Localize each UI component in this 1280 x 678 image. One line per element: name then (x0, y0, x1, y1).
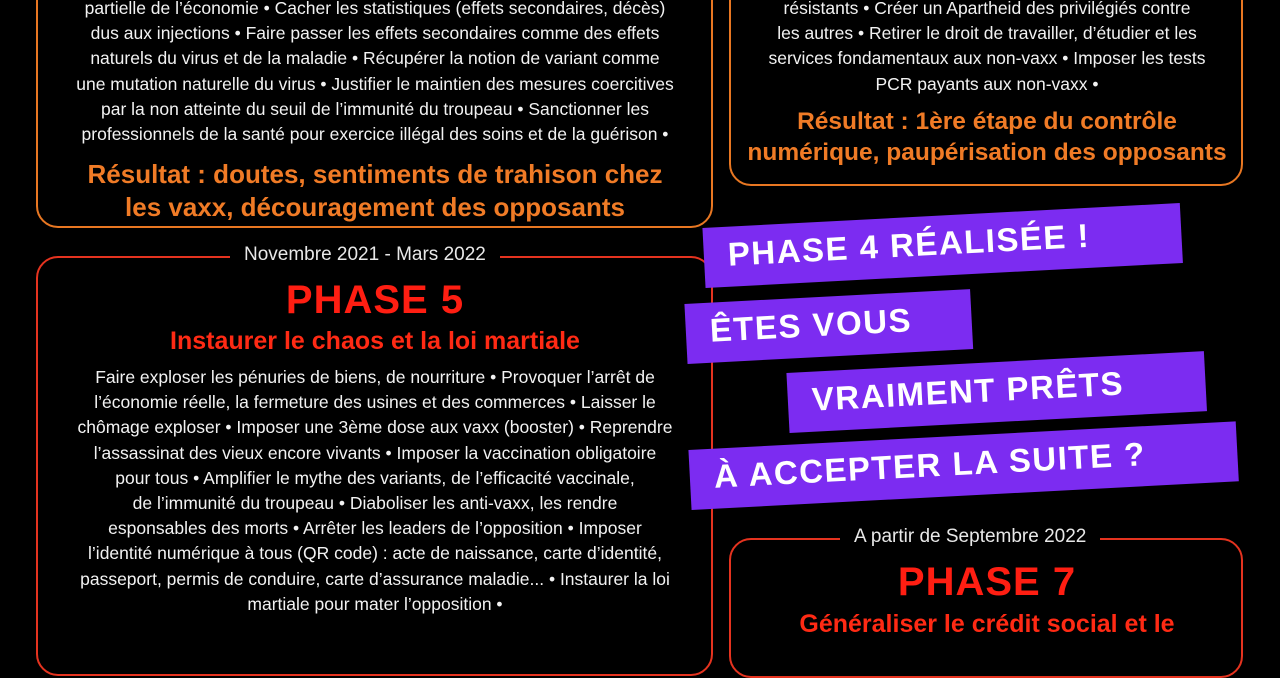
phase5-line: l’identité numérique à tous (QR code) : acte de naissance, carte d’identité, (88, 543, 662, 564)
phase3-line: dus aux injections • Faire passer les effets secondaires comme des effets (90, 23, 660, 44)
phase4-result-line: Résultat : 1ère étape du contrôle (797, 108, 1177, 135)
phase7-date: A partir de Septembre 2022 (840, 526, 1100, 548)
banner-etes-vous: ÊTES VOUS (684, 289, 973, 364)
phase3-line: naturels du virus et de la maladie • Récupérer la notion de variant comme (90, 48, 660, 69)
phase3-body (40, 0, 710, 147)
phase4-line: services fondamentaux aux non-vaxx • Imposer les tests (768, 48, 1206, 69)
phase7-box (729, 538, 1243, 678)
phase7-subtitle: Généraliser le crédit social et le (799, 610, 1175, 638)
phase4-line: les autres • Retirer le droit de travailler, d’étudier et les (777, 23, 1197, 44)
phase5-line: de l’immunité du troupeau • Diaboliser les anti-vaxx, les rendre (132, 493, 618, 514)
phase5-subtitle: Instaurer le chaos et la loi martiale (170, 327, 580, 355)
phase3-result-line: Résultat : doutes, sentiments de trahison chez (87, 159, 663, 189)
phase5-line: esponsables des morts • Arrêter les leaders de l’opposition • Imposer (108, 518, 642, 539)
banner-phase4-done: PHASE 4 RÉALISÉE ! (702, 203, 1182, 288)
phase5-title: PHASE 5 (285, 278, 465, 322)
banner-accepter-suite: À ACCEPTER LA SUITE ? (688, 421, 1238, 510)
phase4-line: PCR payants aux non-vaxx • (875, 73, 1099, 94)
phase4-result-line: numérique, paupérisation des opposants (747, 139, 1227, 166)
phase5-body (40, 365, 710, 617)
phase3-line: professionnels de la santé pour exercice illégal des soins et de la guérison • (81, 124, 669, 145)
phase5-line: passeport, permis de conduire, carte d’assurance maladie... • Instaurer la loi (80, 568, 670, 589)
phase5-line: Faire exploser les pénuries de biens, de nourriture • Provoquer l’arrêt de (95, 367, 655, 387)
phase3-result-line: les vaxx, découragement des opposants (125, 192, 625, 222)
phase5-date: Novembre 2021 - Mars 2022 (230, 244, 500, 266)
phase3-result (40, 158, 710, 224)
phase4-line: résistants • Créer un Apartheid des privilégiés contre (783, 0, 1191, 18)
phase4-result (732, 106, 1242, 168)
phase5-line: pour tous • Amplifier le mythe des variants, de l’efficacité vaccinale, (115, 467, 635, 488)
phase3-line: partielle de l’économie • Cacher les statistiques (effets secondaires, décès) (84, 0, 666, 18)
phase4-body (732, 0, 1242, 97)
banner-vraiment-prets: VRAIMENT PRÊTS (786, 351, 1207, 433)
phase7-title: PHASE 7 (897, 560, 1077, 604)
phase5-line: l’économie réelle, la fermeture des usines et des commerces • Laisser le (94, 392, 656, 413)
phase5-line: chômage exploser • Imposer une 3ème dose aux vaxx (booster) • Reprendre (77, 417, 673, 438)
phase5-line: l’assassinat des vieux encore vivants • Imposer la vaccination obligatoire (93, 442, 657, 463)
phase3-line: par la non atteinte du seuil de l’immunité du troupeau • Sanctionner les (101, 98, 649, 119)
phase5-line: martiale pour mater l’opposition • (247, 593, 503, 614)
phase3-line: une mutation naturelle du virus • Justifier le maintien des mesures coercitives (76, 73, 674, 94)
